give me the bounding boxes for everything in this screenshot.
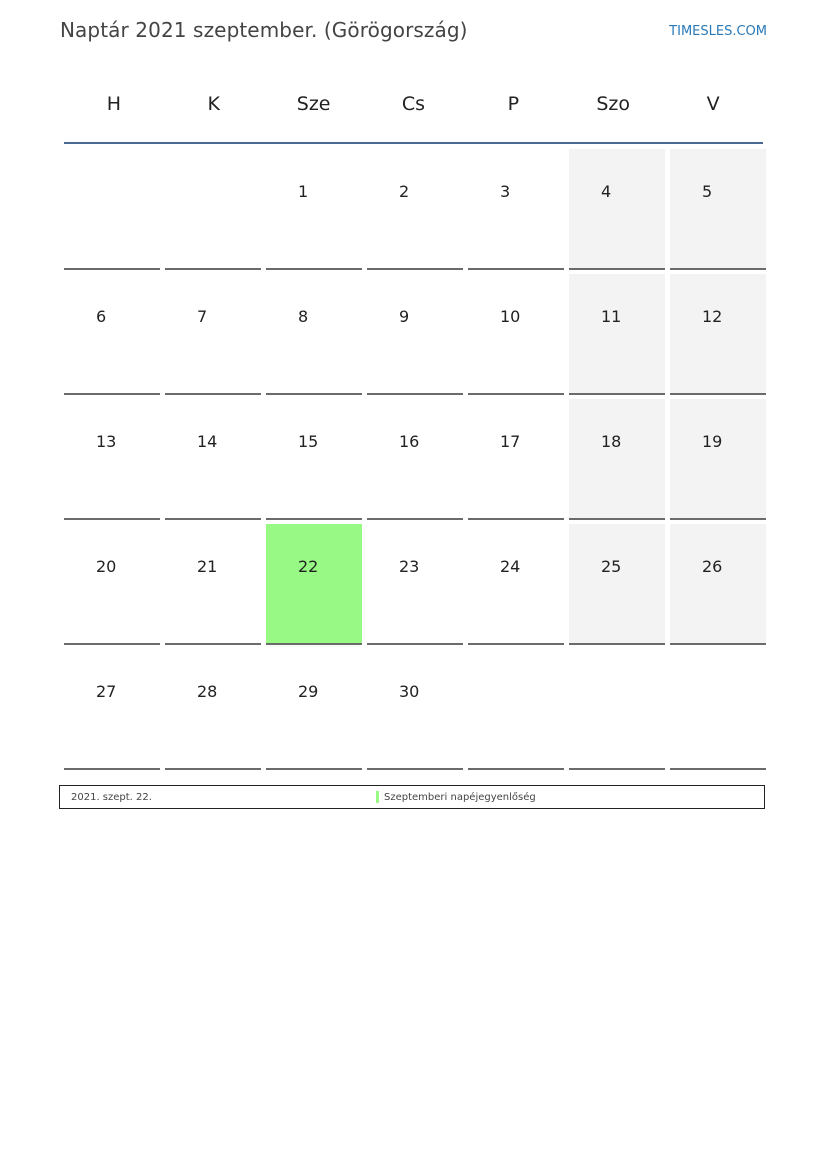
day-number: 13 bbox=[96, 432, 117, 451]
day-number: 3 bbox=[500, 182, 511, 201]
header-divider bbox=[64, 142, 763, 144]
day-cell[interactable] bbox=[670, 399, 766, 520]
day-number: 15 bbox=[298, 432, 319, 451]
day-number: 12 bbox=[702, 307, 723, 326]
day-number: 11 bbox=[601, 307, 622, 326]
day-cell[interactable] bbox=[468, 399, 564, 520]
day-number: 6 bbox=[96, 307, 107, 326]
day-number: 7 bbox=[197, 307, 208, 326]
day-number: 1 bbox=[298, 182, 309, 201]
day-cell[interactable] bbox=[569, 524, 665, 645]
day-number: 23 bbox=[399, 557, 420, 576]
weekday-wednesday: Sze bbox=[296, 93, 331, 115]
day-cell[interactable] bbox=[367, 149, 463, 270]
day-cell[interactable] bbox=[468, 274, 564, 395]
day-cell[interactable] bbox=[266, 149, 362, 270]
day-cell[interactable] bbox=[64, 149, 160, 270]
day-cell[interactable] bbox=[64, 524, 160, 645]
calendar-grid bbox=[64, 149, 764, 770]
weekday-thursday: Cs bbox=[401, 93, 426, 115]
day-cell[interactable] bbox=[266, 399, 362, 520]
day-cell[interactable] bbox=[569, 274, 665, 395]
day-number: 10 bbox=[500, 307, 521, 326]
day-number: 21 bbox=[197, 557, 218, 576]
day-number: 19 bbox=[702, 432, 723, 451]
day-number: 9 bbox=[399, 307, 410, 326]
holiday-legend bbox=[59, 785, 765, 809]
day-number: 20 bbox=[96, 557, 117, 576]
day-number: 2 bbox=[399, 182, 410, 201]
day-number: 28 bbox=[197, 682, 218, 701]
day-number: 30 bbox=[399, 682, 420, 701]
day-cell[interactable] bbox=[165, 274, 261, 395]
day-number: 25 bbox=[601, 557, 622, 576]
day-cell[interactable] bbox=[367, 274, 463, 395]
day-number: 22 bbox=[298, 557, 319, 576]
day-cell[interactable] bbox=[569, 149, 665, 270]
day-cell[interactable] bbox=[468, 524, 564, 645]
day-cell[interactable] bbox=[670, 149, 766, 270]
day-cell[interactable] bbox=[64, 274, 160, 395]
day-cell[interactable] bbox=[569, 399, 665, 520]
weekday-monday: H bbox=[106, 93, 122, 115]
day-cell[interactable] bbox=[165, 149, 261, 270]
brand-link[interactable]: TIMESLES.COM bbox=[669, 24, 767, 39]
day-cell[interactable] bbox=[569, 649, 665, 770]
weekday-saturday: Szo bbox=[596, 93, 631, 115]
day-cell[interactable] bbox=[367, 649, 463, 770]
day-number: 5 bbox=[702, 182, 713, 201]
day-number: 27 bbox=[96, 682, 117, 701]
day-number: 14 bbox=[197, 432, 218, 451]
day-cell[interactable] bbox=[266, 524, 362, 645]
weekday-tuesday: K bbox=[207, 93, 220, 115]
legend-label: Szeptemberi napéjegyenlőség bbox=[384, 792, 536, 803]
day-cell[interactable] bbox=[165, 649, 261, 770]
day-number: 8 bbox=[298, 307, 309, 326]
day-number: 26 bbox=[702, 557, 723, 576]
day-cell[interactable] bbox=[367, 399, 463, 520]
day-number: 18 bbox=[601, 432, 622, 451]
day-number: 4 bbox=[601, 182, 612, 201]
day-number: 16 bbox=[399, 432, 420, 451]
day-cell[interactable] bbox=[64, 649, 160, 770]
day-cell[interactable] bbox=[468, 649, 564, 770]
day-number: 24 bbox=[500, 557, 521, 576]
weekday-header bbox=[64, 80, 763, 142]
day-cell[interactable] bbox=[468, 149, 564, 270]
day-cell[interactable] bbox=[266, 649, 362, 770]
weekday-friday: P bbox=[507, 93, 520, 115]
legend-date: 2021. szept. 22. bbox=[71, 792, 152, 803]
day-cell[interactable] bbox=[670, 274, 766, 395]
weekday-sunday: V bbox=[706, 93, 720, 115]
day-number: 17 bbox=[500, 432, 521, 451]
calendar-title: Naptár 2021 szeptember. (Görögország) bbox=[60, 18, 468, 42]
legend-color-swatch bbox=[376, 791, 379, 803]
day-cell[interactable] bbox=[670, 524, 766, 645]
day-cell[interactable] bbox=[165, 524, 261, 645]
day-number: 29 bbox=[298, 682, 319, 701]
day-cell[interactable] bbox=[670, 649, 766, 770]
day-cell[interactable] bbox=[367, 524, 463, 645]
day-cell[interactable] bbox=[266, 274, 362, 395]
day-cell[interactable] bbox=[64, 399, 160, 520]
day-cell[interactable] bbox=[165, 399, 261, 520]
